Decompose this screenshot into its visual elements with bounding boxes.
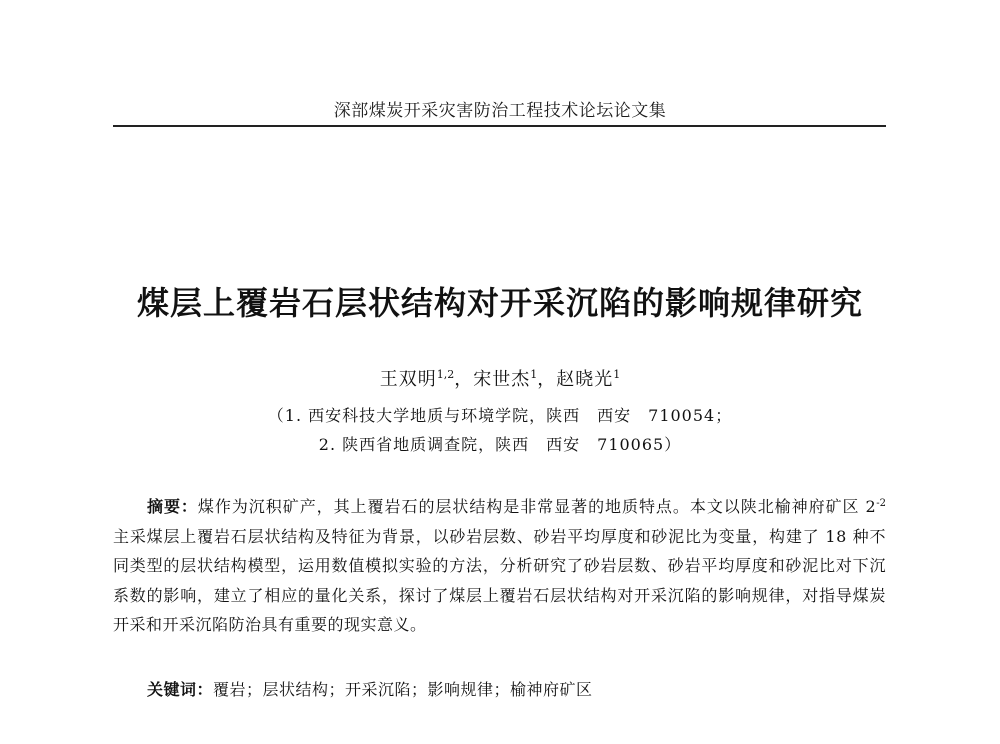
affiliation-line: （1. 西安科技大学地质与环境学院，陕西 西安 710054； xyxy=(267,406,733,425)
abstract xyxy=(113,489,886,640)
author-separator: ， xyxy=(454,369,474,390)
author-separator: ， xyxy=(537,369,557,390)
author-affiliation-mark: 1,2 xyxy=(436,368,455,381)
author-name: 王双明 xyxy=(379,369,437,390)
header-rule xyxy=(113,125,886,127)
seam-superscript: -2 xyxy=(876,498,886,509)
abstract-text: 煤作为沉积矿产，其上覆岩石的层状结构是非常显著的地质特点。本文以陕北榆神府矿区 2 xyxy=(197,497,877,516)
abstract-text: 主采煤层上覆岩石层状结构及特征为背景，以砂岩层数、砂岩平均厚度和砂泥比为变量，构建了 18 种不同类型的层状结构模型，运用数值模拟实验的方法，分析研究了砂岩层数、砂岩平均厚度和砂泥比对下沉系数的影响，建立了相应的量化关系，探讨了煤层上覆岩石层状结构对开采沉陷的影响规律，对指导煤炭开采和开采沉陷防治具有重要的现实意义。 xyxy=(113,526,886,634)
affiliation-line: 2. 陕西省地质调查院，陕西 西安 710065） xyxy=(318,435,682,454)
paper-title: 煤层上覆岩石层状结构对开采沉陷的影响规律研究 xyxy=(136,284,863,322)
author-affiliation-mark: 1 xyxy=(530,368,538,381)
running-head: 深部煤炭开采灾害防治工程技术论坛论文集 xyxy=(333,101,667,121)
author-name: 宋世杰 xyxy=(473,369,531,390)
author-line xyxy=(0,365,1000,391)
keywords-label: 关键词： xyxy=(147,680,214,699)
author-name: 赵晓光 xyxy=(556,369,614,390)
keywords-text: 覆岩；层状结构；开采沉陷；影响规律；榆神府矿区 xyxy=(213,680,593,699)
author-affiliation-mark: 1 xyxy=(613,368,621,381)
keywords xyxy=(147,677,886,700)
abstract-label: 摘要： xyxy=(147,497,198,516)
